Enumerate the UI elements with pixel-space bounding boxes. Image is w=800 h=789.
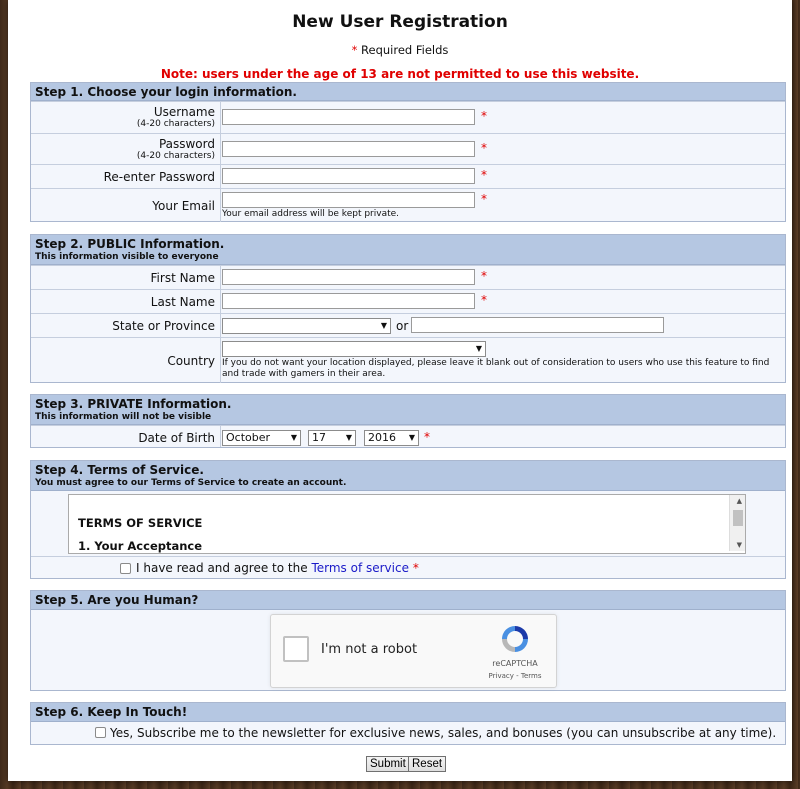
required-fields-legend xyxy=(8,43,792,57)
password-hint: (4-20 characters) xyxy=(136,151,215,161)
required-star: * xyxy=(481,109,487,123)
username-row xyxy=(31,101,785,133)
state-select[interactable] xyxy=(222,318,391,334)
column-divider xyxy=(220,189,221,222)
chevron-down-icon: ▼ xyxy=(408,433,415,442)
country-hint: If you do not want your location displayed, please leave it blank out of consideration to users who use this feature to find and trade with gamers in their area. xyxy=(222,358,770,379)
column-divider xyxy=(220,338,221,383)
age-note: Note: users under the age of 13 are not permitted to use this website. xyxy=(160,67,640,81)
email-hint: Your email address will be kept private. xyxy=(222,209,400,219)
country-select[interactable] xyxy=(222,341,486,357)
state-row xyxy=(31,313,785,337)
dob-day-select[interactable] xyxy=(308,430,356,446)
column-divider xyxy=(220,314,221,337)
chevron-down-icon: ▼ xyxy=(345,433,352,442)
step3-title: Step 3. PRIVATE Information. xyxy=(35,397,232,411)
step4-subtitle: You must agree to our Terms of Service to create an account. xyxy=(35,478,347,488)
scroll-down-icon[interactable]: ▼ xyxy=(736,541,742,549)
scroll-up-icon[interactable]: ▲ xyxy=(736,497,742,505)
tos-agree-row xyxy=(31,556,785,575)
required-star: * xyxy=(481,141,487,155)
reenter-password-label: Re-enter Password xyxy=(103,170,215,184)
password-row xyxy=(31,133,785,164)
step3-section xyxy=(30,394,786,448)
dob-row xyxy=(31,425,785,447)
column-divider xyxy=(220,290,221,313)
step4-header xyxy=(31,461,785,491)
tos-textarea[interactable] xyxy=(68,494,746,554)
tos-link[interactable]: Terms of service xyxy=(311,561,409,575)
step2-title: Step 2. PUBLIC Information. xyxy=(35,237,225,251)
column-divider xyxy=(220,134,221,164)
recaptcha-checkbox[interactable] xyxy=(283,636,309,662)
reset-button[interactable]: Reset xyxy=(408,756,446,772)
recaptcha-brand: reCAPTCHA xyxy=(492,659,538,668)
step5-header xyxy=(31,591,785,610)
step3-subtitle: This information will not be visible xyxy=(35,412,212,422)
last-name-input[interactable] xyxy=(222,293,475,309)
required-star: * xyxy=(424,430,430,444)
step5-title: Step 5. Are you Human? xyxy=(35,593,199,607)
or-text: or xyxy=(396,319,409,333)
required-star: * xyxy=(481,192,487,206)
step1-header xyxy=(31,83,785,101)
step2-header xyxy=(31,235,785,265)
page-title: New User Registration xyxy=(292,12,508,32)
dob-year-value: 2016 xyxy=(368,431,396,444)
step5-section xyxy=(30,590,786,691)
username-label-text: Username xyxy=(153,105,215,119)
column-divider xyxy=(220,266,221,289)
recaptcha-label: I'm not a robot xyxy=(321,642,418,657)
dob-month-value: October xyxy=(226,431,271,444)
tos-scroll-thumb[interactable] xyxy=(733,510,743,526)
reenter-password-input[interactable] xyxy=(222,168,475,184)
chevron-down-icon: ▼ xyxy=(380,321,387,330)
recaptcha-logo-icon xyxy=(499,623,531,655)
tos-section-title: 1. Your Acceptance xyxy=(78,539,203,553)
last-name-row xyxy=(31,289,785,313)
newsletter-label: Yes, Subscribe me to the newsletter for exclusive news, sales, and bonuses (you can unsubscribe at any time). xyxy=(110,726,777,740)
tos-agree-text: I have read and agree to the xyxy=(136,561,308,575)
country-row xyxy=(31,337,785,383)
registration-page xyxy=(8,0,792,781)
first-name-label: First Name xyxy=(150,271,215,285)
required-star: * xyxy=(481,168,487,182)
username-input[interactable] xyxy=(222,109,475,125)
column-divider xyxy=(220,426,221,447)
chevron-down-icon: ▼ xyxy=(290,433,297,442)
recaptcha-widget xyxy=(270,614,557,688)
step6-section xyxy=(30,702,786,745)
step4-section xyxy=(30,460,786,579)
tos-scrollbar[interactable] xyxy=(729,495,745,551)
password-label-text: Password xyxy=(158,137,215,151)
step2-section xyxy=(30,234,786,383)
state-text-input[interactable] xyxy=(411,317,664,333)
email-label: Your Email xyxy=(152,199,215,213)
password-input[interactable] xyxy=(222,141,475,157)
newsletter-checkbox[interactable] xyxy=(95,727,106,738)
required-star: * xyxy=(481,293,487,307)
step1-title: Step 1. Choose your login information. xyxy=(35,85,297,99)
first-name-input[interactable] xyxy=(222,269,475,285)
username-hint: (4-20 characters) xyxy=(136,119,215,129)
step4-title: Step 4. Terms of Service. xyxy=(35,463,204,477)
username-label xyxy=(31,105,215,130)
tos-agree-label xyxy=(136,561,419,575)
tos-agree-checkbox[interactable] xyxy=(120,563,131,574)
email-input[interactable] xyxy=(222,192,475,208)
reenter-password-row xyxy=(31,164,785,188)
column-divider xyxy=(220,165,221,188)
step6-header xyxy=(31,703,785,722)
required-fields-text: Required Fields xyxy=(361,43,449,57)
step2-subtitle: This information visible to everyone xyxy=(35,252,219,262)
step3-header xyxy=(31,395,785,425)
required-star: * xyxy=(412,561,419,575)
email-row xyxy=(31,188,785,222)
tos-heading: TERMS OF SERVICE xyxy=(78,516,203,530)
submit-button[interactable]: Submit xyxy=(366,756,410,772)
step1-section xyxy=(30,82,786,222)
dob-month-select[interactable] xyxy=(222,430,301,446)
dob-day-value: 17 xyxy=(312,431,326,444)
required-star: * xyxy=(351,43,358,57)
dob-label: Date of Birth xyxy=(138,431,215,445)
password-label xyxy=(31,137,215,162)
last-name-label: Last Name xyxy=(150,295,215,309)
chevron-down-icon: ▼ xyxy=(475,344,482,353)
recaptcha-links[interactable]: Privacy - Terms xyxy=(488,672,542,680)
step6-title: Step 6. Keep In Touch! xyxy=(35,705,188,719)
country-label: Country xyxy=(167,354,215,368)
first-name-row xyxy=(31,265,785,289)
column-divider xyxy=(220,102,221,133)
required-star: * xyxy=(481,269,487,283)
state-label: State or Province xyxy=(112,319,215,333)
dob-year-select[interactable] xyxy=(364,430,419,446)
